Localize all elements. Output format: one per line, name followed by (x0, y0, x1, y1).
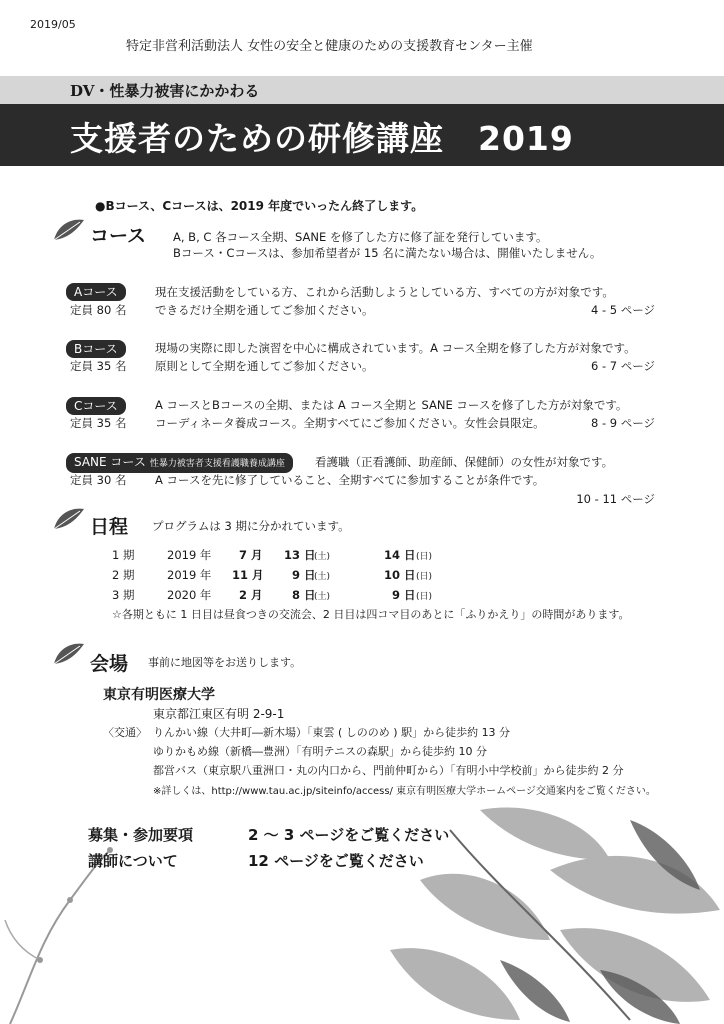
recruitment-label: 募集・参加要項 (88, 826, 194, 844)
access-label: 〈交通〉 (103, 726, 147, 739)
course-sane-line1: 看護職（正看護師、助産師、保健師）の女性が対象です。 (315, 455, 614, 469)
course-b-line2: 原則として全期を通してご参加ください。 (155, 359, 374, 373)
access-line: りんかい線（大井町―新木場）「東雲 ( しののめ ) 駅」から徒歩約 13 分 (153, 726, 511, 739)
course-sane-badge (66, 451, 293, 473)
access-line: 都営バス（東京駅八重洲口・丸の内口から、門前仲町から）「有明小中学校前」から徒歩約 2 分 (153, 764, 624, 777)
venue-heading: 会場 (90, 653, 129, 675)
title-band (0, 104, 724, 166)
course-heading: コース (90, 225, 147, 247)
course-sane-line2: A コースを先に修了していること、全期すべてに参加することが条件です。 (155, 473, 545, 487)
page-title: 支援者のための研修講座 2019 (70, 119, 574, 158)
course-c-line2: コーディネータ養成コース。全期すべてにご参加ください。女性会員限定。 (155, 416, 545, 430)
course-c-badge: Cコース (66, 395, 126, 415)
course-sane-capacity: 定員 30 名 (70, 473, 127, 487)
subtitle-band (0, 76, 724, 104)
course-b-capacity: 定員 35 名 (70, 359, 127, 373)
course-b-pages: 6 - 7 ページ (590, 359, 655, 373)
leaf-icon (50, 638, 86, 668)
venue-name: 東京有明医療大学 (103, 687, 215, 703)
leaf-icon (50, 503, 86, 533)
schedule-heading: 日程 (90, 516, 129, 538)
course-b-badge: Bコース (66, 338, 126, 358)
lecturer-label: 講師について (88, 852, 178, 870)
lecturer-text: 12 ページをご覧ください (248, 852, 424, 870)
issue-date: 2019/05 (30, 18, 76, 31)
course-c-line1: A コースとBコースの全期、または A コース全期と SANE コースを修了した方が対象です。 (155, 398, 628, 412)
venue-intro: 事前に地図等をお送りします。 (148, 656, 302, 669)
course-b-line1: 現場の実際に即した演習を中心に構成されています。A コース全期を修了した方が対象です。 (155, 341, 636, 355)
leaf-icon (50, 214, 86, 244)
venue-address: 東京都江東区有明 2-9-1 (153, 707, 285, 721)
recruitment-text: 2 ～ 3 ページをご覧ください (248, 826, 450, 844)
notice: ●Bコース、Cコースは、2019 年度でいったん終了します。 (95, 199, 424, 213)
course-a-line1: 現在支援活動をしている方、これから活動しようとしている方、すべての方が対象です。 (155, 285, 614, 299)
schedule-intro: プログラムは 3 期に分かれています。 (152, 519, 350, 533)
course-desc-2: Bコース・Cコースは、参加希望者が 15 名に満たない場合は、開催いたしません。 (173, 246, 602, 260)
sane-badge-sub: 性暴力被害者支援看護職養成講座 (149, 459, 285, 469)
course-desc-1: A, B, C 各コース全期、SANE を修了した方に修了証を発行しています。 (173, 230, 548, 244)
sane-badge-label: SANE コース (74, 455, 146, 469)
organizer-line: 特定非営利活動法人 女性の安全と健康のための支援教育センター主催 (126, 39, 533, 54)
course-a-pages: 4 - 5 ページ (590, 303, 655, 317)
access-note: ※詳しくは、http://www.tau.ac.jp/siteinfo/access/ 東京有明医療大学ホームページ交通案内をご覧ください。 (153, 786, 656, 797)
course-a-line2: できるだけ全期を通してご参加ください。 (155, 303, 374, 317)
course-a-capacity: 定員 80 名 (70, 303, 127, 317)
schedule-note: ☆各期ともに 1 日目は昼食つきの交流会、2 日目は四コマ目のあとに「ふりかえり」の時間があります。 (112, 608, 630, 621)
course-c-pages: 8 - 9 ページ (590, 416, 655, 430)
subtitle: DV・性暴力被害にかかわる (70, 82, 260, 100)
course-sane-pages: 10 - 11 ページ (576, 492, 655, 506)
course-c-capacity: 定員 35 名 (70, 416, 127, 430)
course-a-badge: Aコース (66, 281, 126, 301)
access-line: ゆりかもめ線（新橋―豊洲）「有明テニスの森駅」から徒歩約 10 分 (153, 745, 488, 758)
